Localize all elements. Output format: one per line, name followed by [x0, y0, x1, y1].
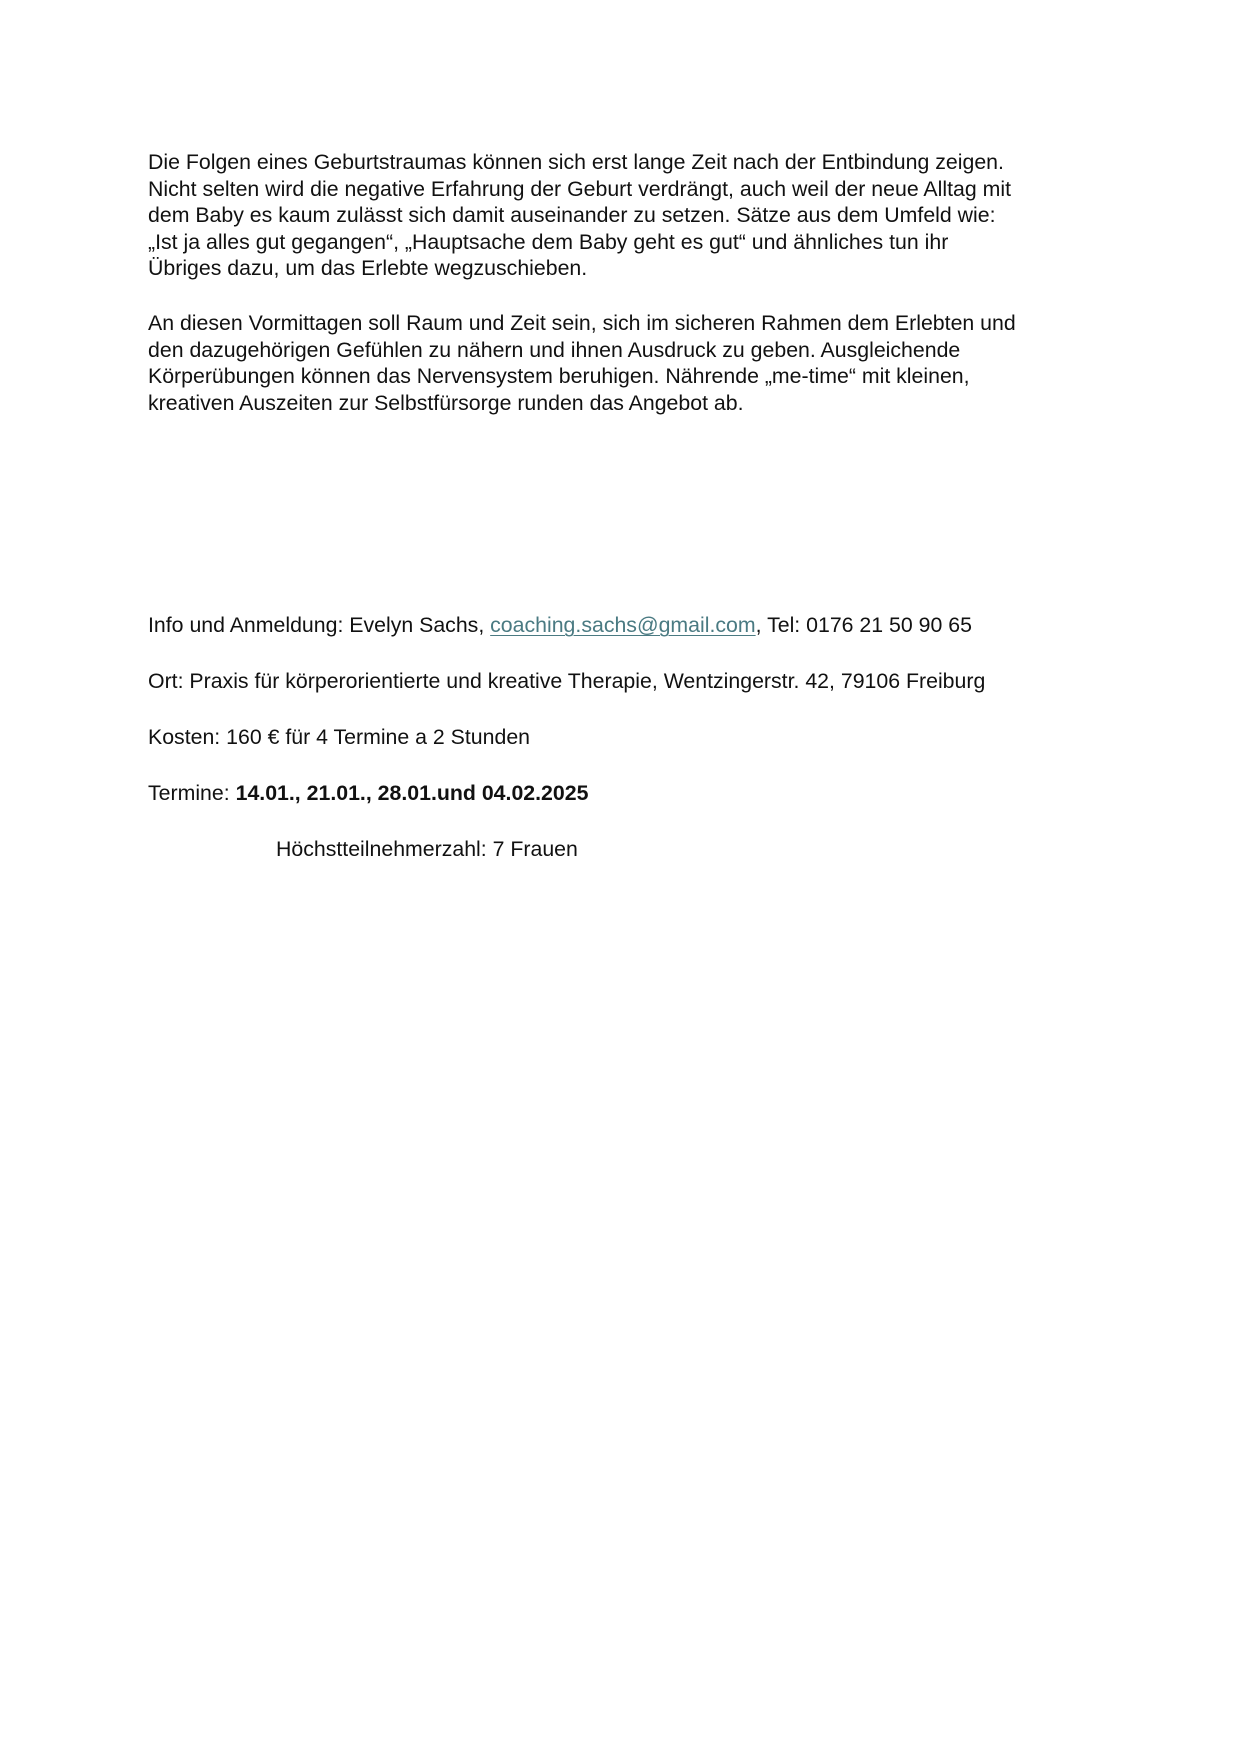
dates-value: 14.01., 21.01., 28.01.und 04.02.2025	[235, 781, 589, 805]
intro-line: Nicht selten wird die negative Erfahrung der Geburt verdrängt, auch weil der neue Alltag mit	[148, 176, 1011, 201]
offer-line: An diesen Vormittagen soll Raum und Zeit sein, sich im sicheren Rahmen dem Erlebten und	[148, 311, 1016, 335]
dates-label: Termine:	[148, 781, 236, 805]
phone-text: , Tel: 0176 21 50 90 65	[755, 613, 972, 637]
intro-line: dem Baby es kaum zulässt sich damit auseinander zu setzen. Sätze aus dem Umfeld wie:	[148, 203, 996, 228]
offer-paragraph	[148, 310, 1098, 416]
offer-line: Körperübungen können das Nervensystem beruhigen. Nährende „me-time“ mit kleinen,	[148, 364, 970, 389]
offer-line: kreativen Auszeiten zur Selbstfürsorge runden das Angebot ab.	[148, 390, 744, 415]
dates-line	[148, 780, 588, 807]
location-line: Ort: Praxis für körperorientierte und kreative Therapie, Wentzingerstr. 42, 79106 Freiburg	[148, 669, 986, 693]
contact-info	[148, 612, 972, 639]
contact-prefix: Info und Anmeldung: Evelyn Sachs,	[148, 613, 491, 637]
intro-line: „Ist ja alles gut gegangen“, „Hauptsache dem Baby geht es gut“ und ähnliches tun ihr	[148, 229, 949, 254]
offer-line: den dazugehörigen Gefühlen zu nähern und ihnen Ausdruck zu geben. Ausgleichende	[148, 337, 961, 362]
intro-line: Die Folgen eines Geburtstraumas können sich erst lange Zeit nach der Entbindung zeigen.	[148, 150, 1004, 174]
intro-line: Übriges dazu, um das Erlebte wegzuschieben.	[148, 256, 588, 281]
intro-paragraph	[148, 149, 1098, 282]
email-link[interactable]: coaching.sachs@gmail.com	[490, 613, 756, 637]
costs-line: Kosten: 160 € für 4 Termine a 2 Stunden	[148, 725, 531, 749]
participants-line: Höchstteilnehmerzahl: 7 Frauen	[276, 837, 578, 861]
